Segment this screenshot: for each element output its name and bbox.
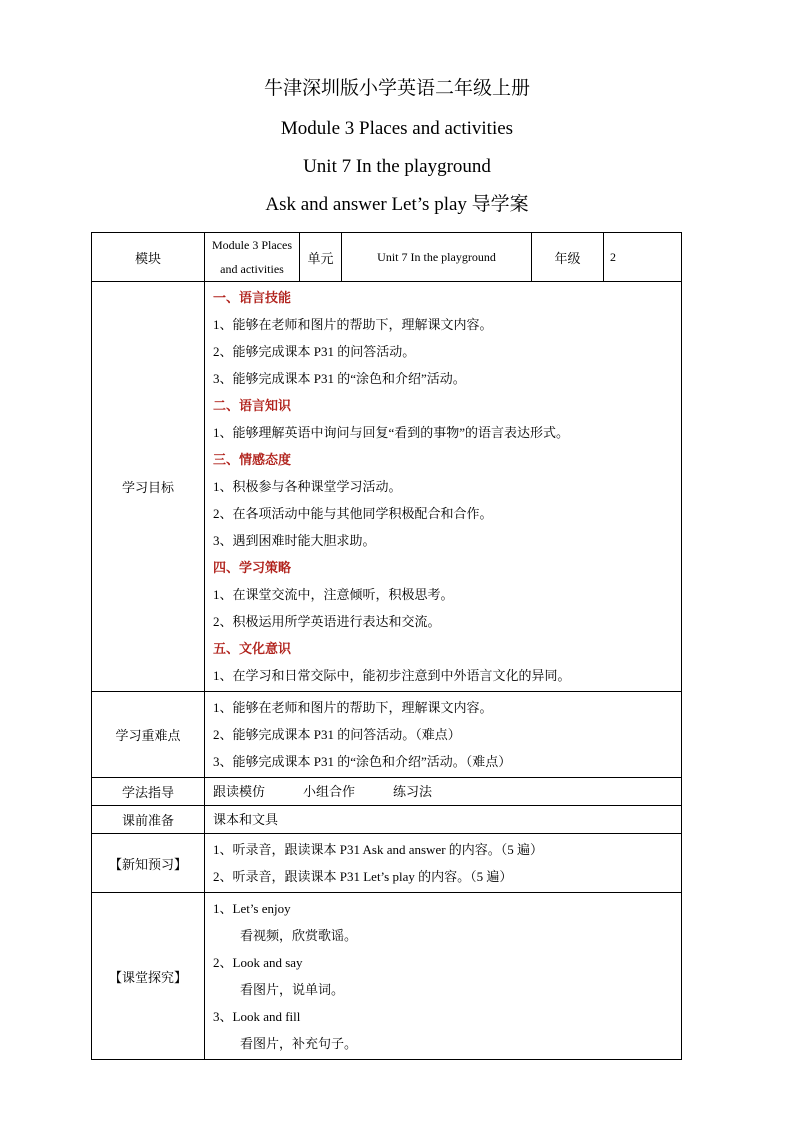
methods-content	[205, 778, 682, 806]
prep-value: 课本和文具	[205, 806, 682, 834]
preview-row	[92, 834, 682, 893]
list-item: 1、能够在老师和图片的帮助下，理解课文内容。	[213, 317, 493, 332]
section-heading: 二、语言知识	[213, 398, 292, 413]
study-guide-table	[91, 232, 682, 1060]
list-item: 2、Look and say	[213, 955, 303, 970]
list-item: 3、遇到困难时能大胆求助。	[213, 533, 376, 548]
module-title: Module 3 Places and activities	[280, 118, 514, 139]
explore-content	[205, 893, 682, 1060]
unit-value: Unit 7 In the playground	[342, 233, 532, 282]
list-item-detail: 看视频，欣赏歌谣。	[240, 928, 358, 943]
method-item: 小组合作	[303, 784, 356, 799]
module-label: 模块	[92, 233, 205, 282]
preview-label: 【新知预习】	[92, 834, 205, 893]
list-item: 1、积极参与各种课堂学习活动。	[213, 479, 402, 494]
section-heading: 四、学习策略	[213, 560, 292, 575]
list-item: 1、在学习和日常交际中，能初步注意到中外语言文化的异同。	[213, 668, 571, 683]
key-points-content	[205, 692, 682, 778]
list-item: 1、能够在老师和图片的帮助下，理解课文内容。	[213, 700, 493, 715]
list-item: 3、能够完成课本 P31 的“涂色和介绍”活动。	[213, 371, 466, 386]
list-item-detail: 看图片，补充句子。	[240, 1036, 358, 1051]
list-item-detail: 看图片，说单词。	[240, 982, 345, 997]
explore-row	[92, 893, 682, 1060]
list-item: 2、听录音，跟读课本 P31 Let’s play 的内容。（5 遍）	[213, 869, 513, 884]
list-item: 1、在课堂交流中，注意倾听，积极思考。	[213, 587, 454, 602]
key-points-row	[92, 692, 682, 778]
list-item: 2、能够完成课本 P31 的问答活动。	[213, 344, 416, 359]
goals-row	[92, 282, 682, 692]
methods-label: 学法指导	[92, 778, 205, 806]
key-points-label: 学习重难点	[92, 692, 205, 778]
list-item: 1、Let’s enjoy	[213, 901, 291, 916]
unit-title: Unit 7 In the playground	[303, 156, 491, 177]
module-value: Module 3 Places and activities	[205, 233, 300, 282]
list-item: 3、能够完成课本 P31 的“涂色和介绍”活动。（难点）	[213, 754, 512, 769]
info-row	[92, 233, 682, 282]
prep-label: 课前准备	[92, 806, 205, 834]
document-title: 牛津深圳版小学英语二年级上册	[263, 78, 530, 99]
section-heading: 三、情感态度	[213, 452, 292, 467]
grade-label: 年级	[532, 233, 604, 282]
goals-content	[205, 282, 682, 692]
list-item: 3、Look and fill	[213, 1009, 301, 1024]
unit-label: 单元	[300, 233, 342, 282]
list-item: 1、听录音，跟读课本 P31 Ask and answer 的内容。（5 遍）	[213, 842, 544, 857]
section-heading: 五、文化意识	[213, 641, 292, 656]
lesson-title: Ask and answer Let’s play 导学案	[265, 194, 529, 215]
preview-content	[205, 834, 682, 893]
list-item: 2、积极运用所学英语进行表达和交流。	[213, 614, 441, 629]
grade-value: 2	[604, 233, 682, 282]
section-heading: 一、语言技能	[213, 290, 292, 305]
method-item: 练习法	[393, 784, 433, 799]
prep-row	[92, 806, 682, 834]
list-item: 1、能够理解英语中询问与回复“看到的事物”的语言表达形式。	[213, 425, 570, 440]
explore-label: 【课堂探究】	[92, 893, 205, 1060]
methods-row	[92, 778, 682, 806]
list-item: 2、能够完成课本 P31 的问答活动。（难点）	[213, 727, 461, 742]
method-item: 跟读模仿	[213, 784, 266, 799]
list-item: 2、在各项活动中能与其他同学积极配合和合作。	[213, 506, 493, 521]
goals-label: 学习目标	[92, 282, 205, 692]
